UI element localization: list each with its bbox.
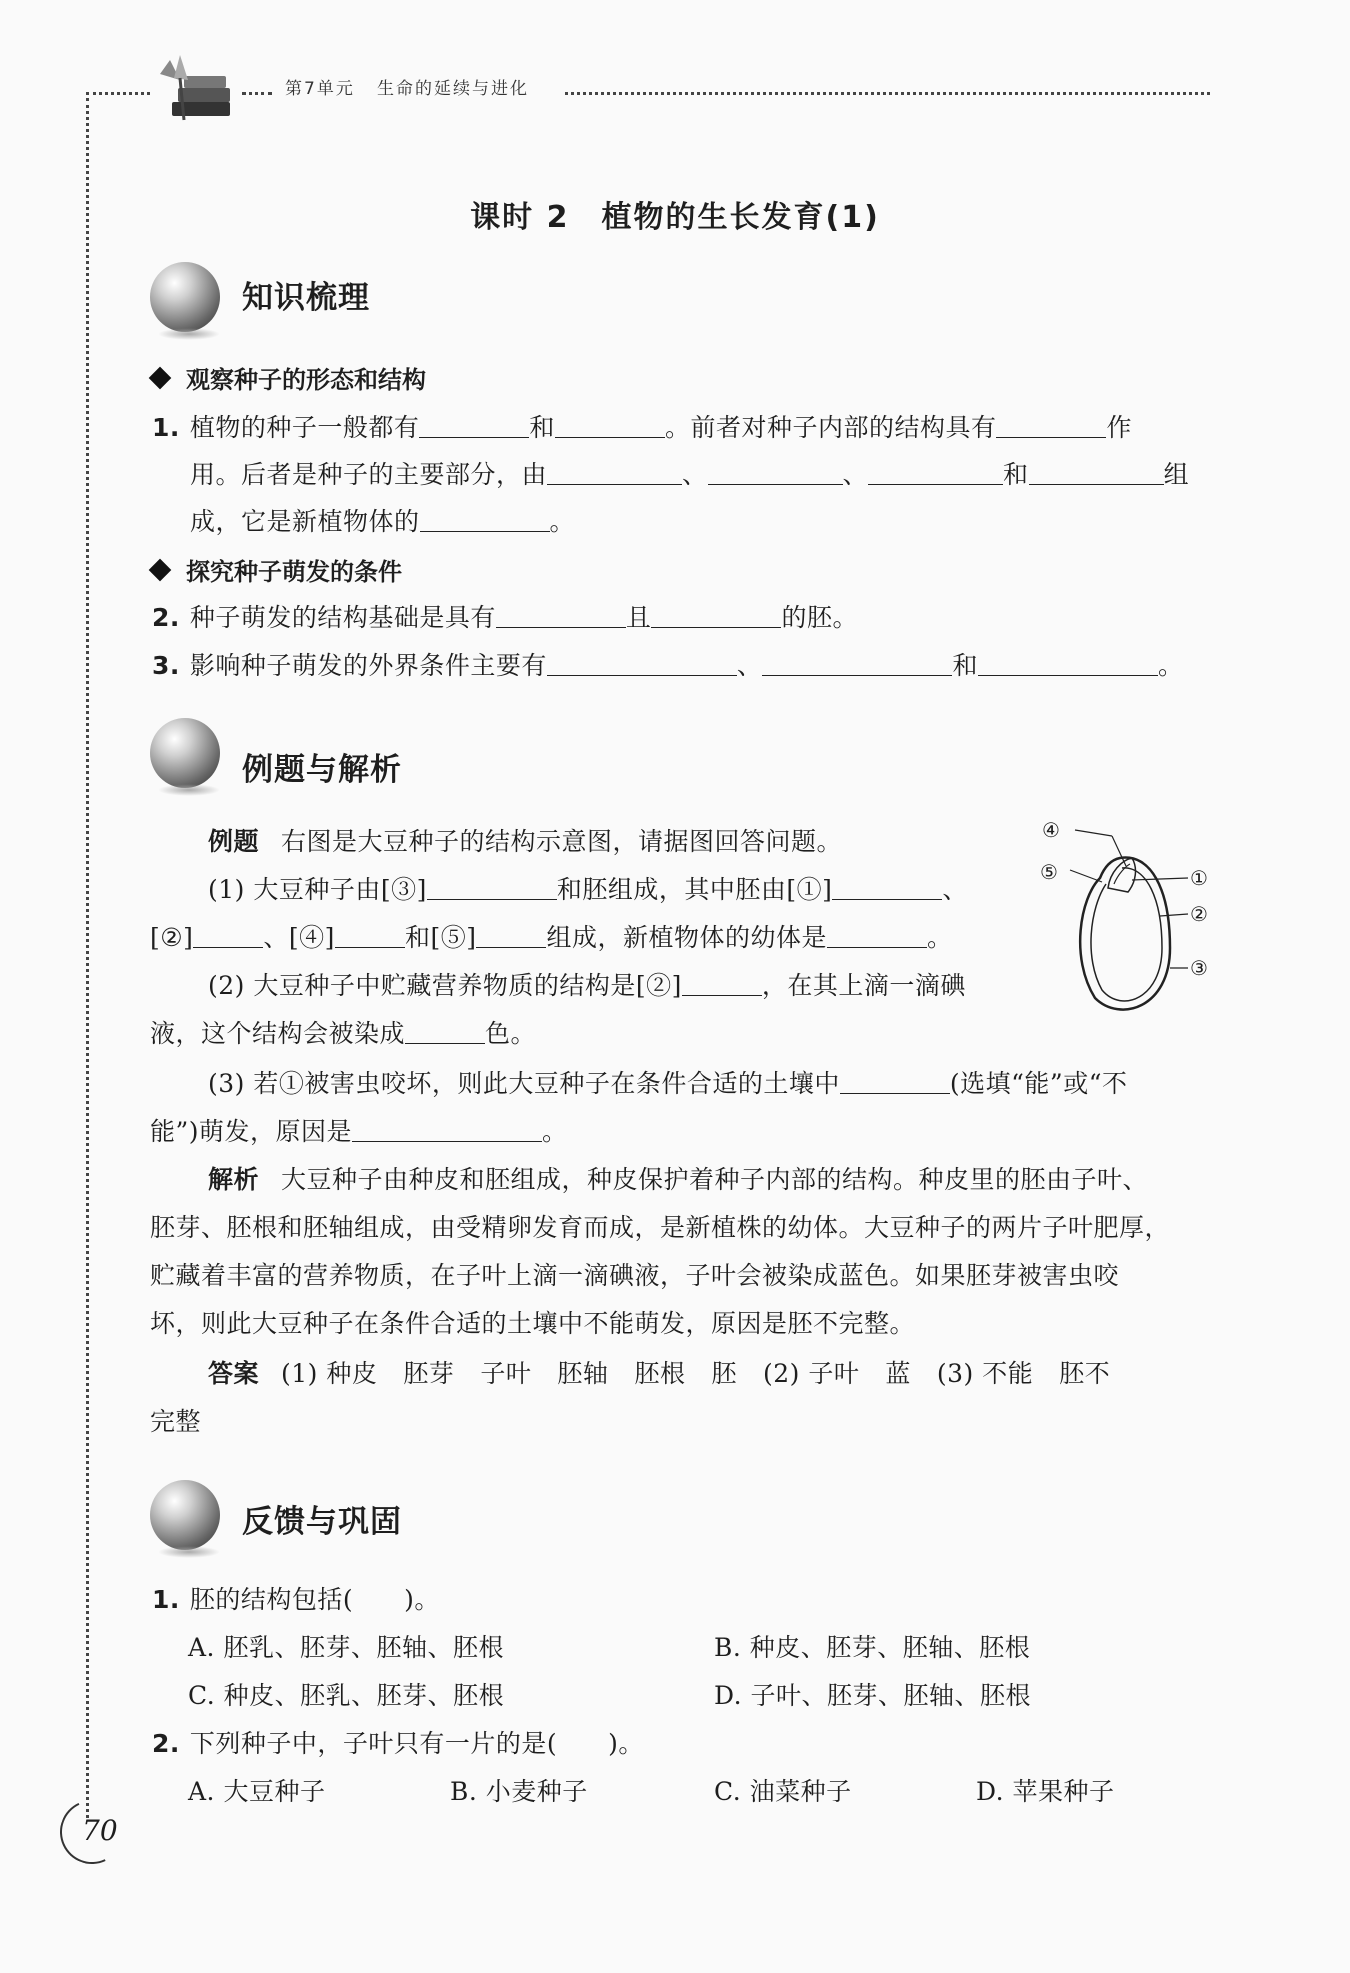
answer-blank[interactable] — [547, 462, 682, 485]
text: 和胚组成，其中胚由[①] — [556, 875, 833, 904]
feedback-q1-option-a[interactable]: A. 胚乳、胚芽、胚轴、胚根 — [188, 1633, 504, 1662]
page-number-text: 70 — [82, 1814, 118, 1847]
text: 和 — [1003, 460, 1029, 489]
example-intro — [208, 822, 842, 858]
question-number: 1. — [152, 413, 180, 442]
header-logo — [150, 50, 240, 130]
section-knowledge — [150, 262, 550, 352]
feedback-q1-option-b[interactable]: B. 种皮、胚芽、胚轴、胚根 — [714, 1633, 1031, 1662]
feedback-q2-option-b[interactable]: B. 小麦种子 — [450, 1777, 588, 1806]
answer-item: (1) 种皮 — [281, 1359, 378, 1388]
text: 成，它是新植物体的 — [190, 507, 420, 536]
answer-blank[interactable] — [762, 653, 952, 676]
answer-blank[interactable] — [427, 877, 557, 900]
knowledge-q3 — [152, 646, 1183, 682]
text: 影响种子萌发的外界条件主要有 — [189, 651, 547, 680]
text: 。 — [549, 507, 576, 536]
text: (选填“能”或“不 — [949, 1069, 1128, 1098]
feedback-q2-option-d[interactable]: D. 苹果种子 — [976, 1777, 1115, 1806]
answer-blank[interactable] — [352, 1119, 542, 1142]
header-rule-left — [86, 92, 150, 95]
text: 、[④] — [263, 923, 335, 952]
text: 能”)萌发，原因是 — [150, 1117, 353, 1146]
knowledge-q1-line1 — [152, 408, 1132, 444]
text: 液，这个结构会被染成 — [150, 1019, 406, 1048]
answer-item: (3) 不能 — [936, 1359, 1034, 1388]
section-example-label: 例题与解析 — [242, 752, 402, 788]
answer-item: 子叶 — [480, 1359, 532, 1388]
question-number: 2. — [152, 603, 180, 632]
answer-blank[interactable] — [996, 415, 1106, 438]
text: (1) 大豆种子由[③] — [208, 875, 427, 904]
feedback-q2-option-a[interactable]: A. 大豆种子 — [188, 1777, 326, 1806]
text: 和 — [952, 651, 978, 680]
example-p1-line1 — [208, 870, 968, 906]
subheading-seed-structure — [152, 360, 426, 395]
answer-item: 蓝 — [885, 1359, 911, 1388]
answer-blank[interactable] — [419, 415, 529, 438]
header-rule-right — [565, 92, 1210, 95]
knowledge-q2 — [152, 598, 858, 634]
answer-blank[interactable] — [193, 925, 263, 948]
diagram-label-1: ① — [1190, 866, 1208, 890]
knowledge-q1-line3 — [190, 502, 575, 538]
header-unit: 第7单元 — [285, 79, 355, 99]
globe-icon — [150, 1480, 220, 1550]
text: 用。后者是种子的主要部分，由 — [190, 460, 548, 489]
text: ，在其上滴一滴碘 — [761, 971, 966, 1000]
diagram-label-5: ⑤ — [1040, 860, 1058, 884]
answer-blank[interactable] — [840, 1071, 950, 1094]
example-p3-line2 — [150, 1112, 568, 1148]
example-p3-line1 — [208, 1064, 1127, 1100]
analysis-line4: 坏，则此大豆种子在条件合适的土壤中不能萌发，原因是胚不完整。 — [150, 1309, 916, 1338]
diagram-label-3: ③ — [1190, 956, 1208, 980]
subheading-text: 观察种子的形态和结构 — [186, 366, 426, 394]
text: 组 — [1163, 460, 1190, 489]
globe-icon — [150, 262, 220, 332]
text: 作 — [1106, 413, 1132, 442]
text: 、 — [682, 460, 708, 489]
example-label: 例题 — [208, 827, 260, 856]
answer-blank[interactable] — [832, 877, 942, 900]
question-number: 1. — [152, 1585, 180, 1614]
text: 、 — [842, 460, 869, 489]
answer-label: 答案 — [208, 1359, 260, 1388]
example-p1-line2 — [150, 918, 952, 954]
answer-item: 胚轴 — [557, 1359, 609, 1388]
answer-blank[interactable] — [405, 1021, 485, 1044]
page-title: 课时 2 植物的生长发育(1) — [470, 200, 880, 235]
analysis-line2: 胚芽、胚根和胚轴组成，由受精卵发育而成，是新植株的幼体。大豆种子的两片子叶肥厚， — [150, 1213, 1171, 1242]
feedback-q1-option-d[interactable]: D. 子叶、胚芽、胚轴、胚根 — [714, 1681, 1032, 1710]
diagram-label-2: ② — [1190, 902, 1208, 926]
answer-item: 胚根 — [634, 1359, 686, 1388]
answer-item: 胚不 — [1059, 1359, 1111, 1388]
diagram-label-4: ④ — [1042, 818, 1060, 842]
globe-icon — [150, 718, 220, 788]
header-text — [285, 74, 529, 99]
feedback-q2-stem — [152, 1724, 644, 1760]
header-rule-mid — [242, 92, 272, 95]
answer-blank[interactable] — [978, 653, 1158, 676]
answer-item: 胚 — [711, 1359, 737, 1388]
knowledge-q1-line2 — [190, 455, 1189, 491]
text: 。前者对种子内部的结构具有 — [664, 413, 997, 442]
text: 植物的种子一般都有 — [189, 413, 420, 442]
text: 且 — [625, 603, 652, 632]
example-p2-line2 — [150, 1014, 536, 1050]
feedback-q2-option-c[interactable]: C. 油菜种子 — [714, 1777, 852, 1806]
answer-blank[interactable] — [708, 462, 843, 485]
text: (3) 若①被害虫咬坏，则此大豆种子在条件合适的土壤中 — [208, 1069, 840, 1098]
text: 色。 — [485, 1019, 537, 1048]
text: 种子萌发的结构基础是具有 — [189, 603, 496, 632]
book-stack-icon — [150, 50, 240, 130]
section-feedback-label: 反馈与巩固 — [242, 1504, 402, 1540]
text: 大豆种子由种皮和胚组成，种皮保护着种子内部的结构。种皮里的胚由子叶、 — [281, 1165, 1149, 1194]
subheading-text: 探究种子萌发的条件 — [186, 558, 402, 586]
text: 和 — [529, 413, 555, 442]
section-knowledge-label: 知识梳理 — [242, 280, 370, 316]
page-number — [60, 1800, 124, 1864]
text: 、 — [942, 875, 968, 904]
answer-tail: 完整 — [150, 1407, 202, 1436]
answer-blank[interactable] — [476, 925, 546, 948]
diamond-icon — [149, 559, 172, 582]
text: 。 — [1157, 651, 1184, 680]
section-feedback — [150, 1480, 550, 1570]
question-number: 3. — [152, 651, 180, 680]
example-p2-line1 — [208, 966, 966, 1002]
left-margin-rule — [86, 98, 89, 1818]
feedback-q1-option-c[interactable]: C. 种皮、胚乳、胚芽、胚根 — [188, 1681, 505, 1710]
answer-blank[interactable] — [827, 925, 927, 948]
text: 。 — [542, 1117, 568, 1146]
text: 。 — [926, 923, 953, 952]
text: 的胚。 — [781, 603, 858, 632]
answer-blank[interactable] — [1029, 462, 1164, 485]
header-unit-title: 生命的延续与进化 — [377, 79, 530, 99]
analysis-label: 解析 — [208, 1165, 260, 1194]
text: (2) 大豆种子中贮藏营养物质的结构是[②] — [208, 971, 682, 1000]
soybean-seed-diagram — [1040, 818, 1220, 1018]
diamond-icon — [149, 367, 172, 390]
answer-blank[interactable] — [496, 605, 626, 628]
text: 胚的结构包括( )。 — [189, 1585, 440, 1614]
answer-line — [208, 1354, 1110, 1390]
text: [②] — [150, 923, 194, 952]
text: 下列种子中，子叶只有一片的是( )。 — [189, 1729, 644, 1758]
analysis-line1 — [208, 1160, 1148, 1196]
answer-blank[interactable] — [682, 973, 762, 996]
answer-blank[interactable] — [420, 509, 550, 532]
text: 、 — [736, 651, 763, 680]
answer-item: 胚芽 — [403, 1359, 455, 1388]
text: 和[⑤] — [404, 923, 477, 952]
section-example — [150, 718, 550, 808]
answer-blank[interactable] — [868, 462, 1003, 485]
answer-blank[interactable] — [547, 653, 737, 676]
answer-blank[interactable] — [335, 925, 405, 948]
answer-blank[interactable] — [651, 605, 781, 628]
question-number: 2. — [152, 1729, 180, 1758]
feedback-q1-stem — [152, 1580, 440, 1616]
analysis-line3: 贮藏着丰富的营养物质，在子叶上滴一滴碘液，子叶会被染成蓝色。如果胚芽被害虫咬 — [150, 1261, 1120, 1290]
text: 组成，新植物体的幼体是 — [546, 923, 827, 952]
answer-item: (2) 子叶 — [762, 1359, 860, 1388]
subheading-germination — [152, 552, 402, 587]
text: 右图是大豆种子的结构示意图，请据图回答问题。 — [281, 827, 843, 856]
answer-blank[interactable] — [555, 415, 665, 438]
